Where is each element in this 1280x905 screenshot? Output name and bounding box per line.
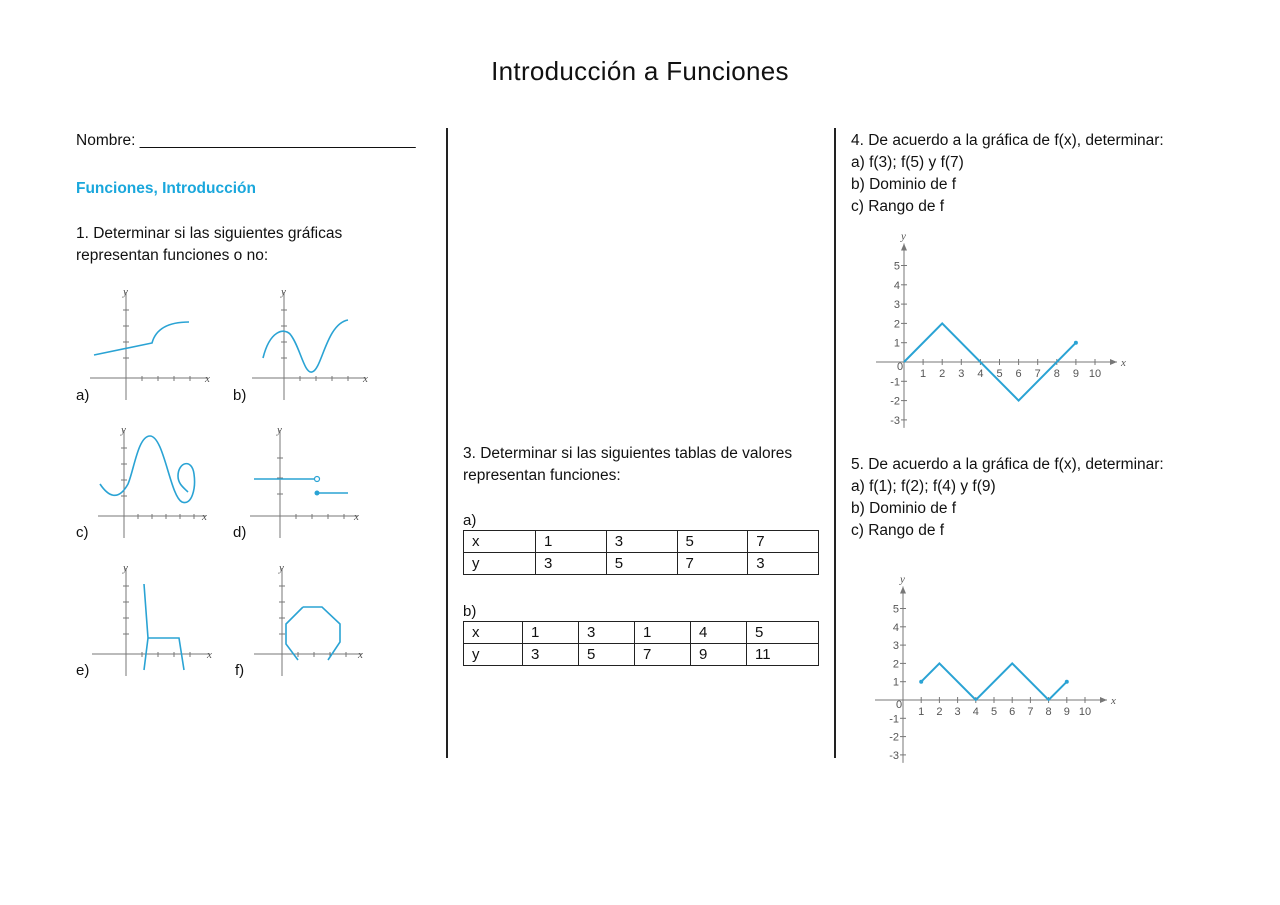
table-cell: 3: [579, 622, 635, 644]
table-cell: 5: [606, 553, 677, 575]
x-tick-label: 8: [1053, 368, 1060, 380]
x-tick-label: 10: [1088, 368, 1102, 380]
page-title: Introducción a Funciones: [491, 56, 789, 86]
graph-e: [88, 562, 218, 681]
graph-c: [94, 424, 224, 543]
svg-text:y: y: [123, 286, 128, 298]
graph-q5: [866, 560, 1136, 760]
data-point: [1065, 680, 1069, 684]
svg-text:y: y: [279, 562, 284, 574]
axis-label-x: x: [1121, 357, 1126, 369]
svg-text:x: x: [354, 511, 359, 523]
x-tick-label: 0: [896, 361, 904, 373]
table-cell: x: [464, 622, 523, 644]
svg-text:x: x: [363, 373, 368, 385]
values-table-b: [463, 621, 819, 666]
y-tick-label: 1: [892, 676, 899, 689]
x-tick-label: 9: [1063, 706, 1070, 718]
table-label: a): [463, 512, 477, 529]
question-4-item: a) f(3); f(5) y f(7): [851, 154, 964, 171]
y-tick-label: -1: [889, 713, 899, 726]
table-cell: y: [464, 553, 536, 575]
x-tick-label: 8: [1045, 706, 1052, 718]
graph-label: e): [76, 662, 90, 679]
x-tick-label: 1: [918, 706, 925, 718]
data-point: [919, 680, 923, 684]
y-tick-label: 1: [893, 337, 900, 350]
table-cell: 3: [748, 553, 819, 575]
table-cell: 1: [536, 531, 607, 553]
graph-label: d): [233, 524, 247, 541]
section-heading: Funciones, Introducción: [76, 180, 256, 197]
name-field[interactable]: Nombre: ________________________________: [76, 132, 416, 149]
table-cell: 5: [747, 622, 819, 644]
data-point: [1074, 341, 1078, 345]
question-4-title: 4. De acuerdo a la gráfica de f(x), determinar:: [851, 132, 1164, 149]
x-axis-arrow: [1110, 359, 1117, 365]
table-cell: 7: [748, 531, 819, 553]
values-table-a: [463, 530, 819, 575]
table-cell: 9: [691, 644, 747, 666]
y-tick-label: -2: [890, 395, 900, 408]
graph-b: [248, 286, 378, 405]
x-tick-label: 3: [958, 368, 965, 380]
graph-label: f): [235, 662, 245, 679]
question-3-line1: 3. Determinar si las siguientes tablas de valores: [463, 445, 793, 462]
column-divider: [446, 128, 448, 758]
axis-label-y: y: [901, 230, 906, 243]
graph-f: [250, 562, 380, 681]
x-tick-label: 7: [1027, 706, 1034, 718]
y-tick-label: 3: [893, 299, 900, 312]
question-1-line1: 1. Determinar si las siguientes gráficas: [76, 225, 343, 242]
svg-text:x: x: [202, 511, 207, 523]
question-5-item: c) Rango de f: [851, 522, 945, 539]
y-tick-label: 3: [892, 640, 899, 653]
x-tick-label: 4: [972, 706, 979, 718]
column-divider: [834, 128, 836, 758]
table-label: b): [463, 603, 477, 620]
y-tick-label: -3: [890, 414, 900, 427]
y-tick-label: 4: [893, 279, 900, 292]
table-cell: 3: [536, 553, 607, 575]
table-row: [464, 553, 819, 575]
table-cell: 1: [523, 622, 579, 644]
table-row: [464, 644, 819, 666]
x-tick-label: 0: [895, 699, 903, 711]
graph-label: a): [76, 387, 90, 404]
question-5-item: a) f(1); f(2); f(4) y f(9): [851, 478, 996, 495]
y-tick-label: -2: [889, 731, 899, 744]
table-cell: 4: [691, 622, 747, 644]
y-tick-label: 2: [892, 658, 899, 671]
y-tick-label: -3: [889, 749, 899, 762]
x-tick-label: 7: [1034, 368, 1041, 380]
table-cell: 5: [579, 644, 635, 666]
table-cell: x: [464, 531, 536, 553]
x-tick-label: 2: [936, 706, 943, 718]
svg-text:x: x: [358, 649, 363, 661]
table-cell: 5: [677, 531, 748, 553]
x-tick-label: 3: [954, 706, 961, 718]
svg-text:x: x: [207, 649, 212, 661]
y-tick-label: 4: [892, 621, 899, 634]
y-axis-arrow: [900, 587, 906, 594]
x-tick-label: 4: [977, 368, 984, 380]
table-cell: 3: [606, 531, 677, 553]
table-cell: 1: [635, 622, 691, 644]
graph-d: [246, 424, 376, 543]
svg-text:y: y: [277, 424, 282, 436]
svg-text:y: y: [281, 286, 286, 298]
svg-text:y: y: [121, 424, 126, 436]
series-line: [921, 663, 1067, 700]
axis-label-y: y: [900, 573, 905, 586]
axis-label-x: x: [1111, 695, 1116, 707]
y-axis-arrow: [901, 244, 907, 251]
y-tick-label: 2: [893, 318, 900, 331]
x-tick-label: 5: [990, 706, 998, 718]
table-cell: 3: [523, 644, 579, 666]
y-tick-label: -1: [890, 376, 900, 389]
question-5-title: 5. De acuerdo a la gráfica de f(x), determinar:: [851, 456, 1164, 473]
table-row: [464, 531, 819, 553]
table-row: [464, 622, 819, 644]
graph-a: [86, 286, 216, 405]
question-4-item: c) Rango de f: [851, 198, 945, 215]
table-cell: 7: [677, 553, 748, 575]
table-cell: 11: [747, 644, 819, 666]
svg-text:y: y: [123, 562, 128, 574]
question-4-item: b) Dominio de f: [851, 176, 957, 193]
x-tick-label: 10: [1078, 706, 1092, 718]
graph-q4: [866, 218, 1136, 433]
question-5-item: b) Dominio de f: [851, 500, 957, 517]
y-tick-label: 5: [893, 260, 900, 273]
y-tick-label: 5: [892, 603, 899, 616]
x-tick-label: 6: [1015, 368, 1022, 380]
graph-label: c): [76, 524, 89, 541]
x-tick-label: 2: [939, 368, 946, 380]
svg-text:x: x: [205, 373, 210, 385]
x-tick-label: 6: [1009, 706, 1016, 718]
question-1-line2: representan funciones o no:: [76, 247, 269, 264]
x-tick-label: 9: [1072, 368, 1079, 380]
table-cell: 7: [635, 644, 691, 666]
x-axis-arrow: [1100, 697, 1107, 703]
table-cell: y: [464, 644, 523, 666]
x-tick-label: 5: [996, 368, 1003, 380]
question-3-line2: representan funciones:: [463, 467, 621, 484]
x-tick-label: 1: [920, 368, 927, 380]
graph-label: b): [233, 387, 247, 404]
